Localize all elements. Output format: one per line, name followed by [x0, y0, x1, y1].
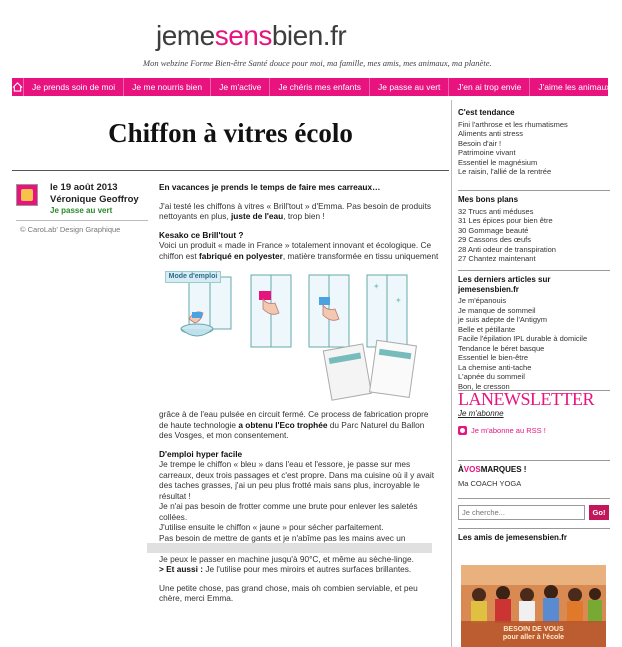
site-logo[interactable]	[156, 20, 346, 52]
derniers-articles-list	[458, 296, 610, 391]
newsletter-title: LANEWSLETTER	[458, 389, 594, 409]
tendance-title: C'est tendance	[458, 108, 515, 117]
amis-block	[458, 528, 610, 545]
logo-part-sens: sens	[214, 20, 272, 51]
tendance-list	[458, 120, 610, 177]
text-run: Voici un produit « made in France » totalement innovant et écologique. Ce chiffon est	[159, 240, 432, 261]
avos-marques-title	[458, 465, 610, 475]
site-tagline: Mon webzine Forme Bien-être Santé douce pour moi, ma famille, mes amis, mes animaux, ma planète.	[143, 58, 492, 68]
text-run: Je peux le passer en machine jusqu'à 90°C, et même au sèche-linge.	[159, 553, 414, 564]
article-paragraph	[159, 409, 439, 441]
cleaning-illustration	[159, 269, 429, 401]
nav-item-envie[interactable]: J'en ai trop envie	[448, 78, 529, 96]
tendance-item[interactable]: Aliments anti stress	[458, 129, 524, 138]
bons-plans-item[interactable]: 28 Anti odeur de transpiration	[458, 244, 556, 254]
logo-part-me: me	[176, 20, 215, 51]
search-form	[458, 505, 610, 520]
tendance-item[interactable]: Le raisin, l'allié de la rentrée	[458, 167, 552, 176]
tendance-item[interactable]: Essentiel le magnésium	[458, 157, 538, 167]
sidebar-divider	[451, 100, 452, 647]
bons-plans-block	[458, 190, 610, 264]
charity-ad-banner[interactable]	[461, 565, 606, 647]
nav-home[interactable]	[12, 78, 23, 96]
article-link[interactable]: Bon, le cresson	[458, 381, 510, 391]
article-link[interactable]: Essentiel le bien-être	[458, 353, 529, 362]
avos-marques-block	[458, 460, 610, 488]
article-category[interactable]: Je passe au vert	[50, 206, 113, 215]
bons-plans-list	[458, 207, 610, 264]
article-paragraph: Une petite chose, pas grand chose, mais oh combien serviable, et peu chère, merci Emma.	[159, 582, 418, 603]
text-emphasis: juste de l'eau	[230, 211, 284, 221]
avos-part: À	[458, 465, 464, 474]
mode-emploi-illustration	[159, 269, 429, 401]
logo-part-je: je	[156, 20, 177, 51]
amis-title: Les amis de jemesensbien.fr	[458, 533, 567, 542]
article-main	[12, 100, 449, 647]
article-link[interactable]: Belle et pétillante	[458, 324, 516, 334]
bons-plans-title: Mes bons plans	[458, 195, 519, 204]
tendance-item[interactable]: Besoin d'air !	[458, 138, 502, 148]
newsletter-block	[458, 390, 610, 436]
title-divider	[12, 170, 449, 171]
home-icon	[12, 82, 23, 92]
text-run: grâce à de l'eau pulsée en circuit fermé. Ce process de fabrication propre de haute technologie	[159, 409, 429, 430]
text-emphasis: fabriqué en polyester	[198, 250, 283, 261]
article-link[interactable]: Je m'épanouis	[458, 296, 507, 305]
bons-plans-item[interactable]: 29 Cassons des œufs	[458, 235, 531, 244]
avos-part: MARQUES !	[480, 465, 527, 474]
article-link[interactable]: Facile l'épilation IPL durable à domicile	[458, 334, 588, 343]
text-run: du Parc Naturel du Ballon des Vosges, et mon consentement.	[159, 419, 425, 440]
nav-item-nourris[interactable]: Je me nourris bien	[123, 78, 210, 96]
text-run: , trop bien !	[283, 211, 325, 221]
site-header	[0, 0, 622, 78]
text-run: Je n'ai pas besoin de frotter comme une brute pour enlever les saletés collées.	[159, 501, 418, 522]
avos-part: VOS	[463, 465, 481, 474]
section-heading: D'emploi hyper facile	[159, 448, 243, 459]
nav-item-vert[interactable]: Je passe au vert	[369, 78, 448, 96]
article-link[interactable]: je suis adepte de l'Antigym	[458, 315, 547, 324]
image-credit: © CaroLab' Design Graphique	[20, 225, 121, 234]
ad-line: BESOIN DE VOUS	[503, 626, 564, 633]
article-paragraph	[159, 230, 439, 262]
bons-plans-item[interactable]: 32 Trucs anti méduses	[458, 206, 534, 216]
text-run: Pas besoin de mettre de gants et je n'abîme pas les mains avec un	[159, 532, 406, 543]
nav-item-active[interactable]: Je m'active	[210, 78, 269, 96]
comment-bar	[147, 543, 432, 553]
svg-text:✦: ✦	[395, 296, 402, 305]
article-link[interactable]: Je manque de sommeil	[458, 305, 536, 315]
tendance-item[interactable]: Fini l'arthrose et les rhumatismes	[458, 119, 568, 129]
search-button[interactable]: Go!	[589, 505, 609, 520]
tendance-item[interactable]: Patrimoine vivant	[458, 148, 516, 157]
article-link[interactable]: La chemise anti-tache	[458, 362, 532, 372]
article-paragraph	[159, 449, 439, 575]
rss-icon	[458, 426, 467, 435]
svg-text:✦: ✦	[373, 282, 380, 291]
section-heading: Kesako ce Brill'tout ?	[159, 229, 244, 240]
text-run: Je trempe le chiffon « bleu » dans l'eau et l'essore, je passe sur mes carreaux, deux trois passages et c'est propre. Dans ma cuisine où il y avait des taches grasses, j'ai un peu plus frotté mais sans plus, incroyable le résultat !	[159, 459, 435, 501]
rss-label: Je m'abonne au RSS !	[471, 426, 546, 435]
main-nav	[12, 78, 611, 96]
text-run: J'ai testé les chiffons à vitres « Brill'tout » d'Emma. Pas besoin de produits nettoyants en plus,	[159, 200, 432, 221]
article-link[interactable]: L'apnée du sommeil	[458, 372, 525, 381]
mode-emploi-badge: Mode d'emploi	[165, 271, 221, 283]
meta-divider	[16, 220, 148, 221]
avos-marques-item[interactable]: Ma COACH YOGA	[458, 478, 522, 488]
text-emphasis: a obtenu l'Eco trophée	[238, 419, 328, 430]
newsletter-subscribe-link[interactable]: Je m'abonne	[458, 408, 504, 418]
nav-item-soin[interactable]: Je prends soin de moi	[23, 78, 123, 96]
bons-plans-item[interactable]: 27 Chantez maintenant	[458, 254, 536, 263]
text-emphasis: > Et aussi :	[159, 564, 204, 574]
bons-plans-item[interactable]: 31 Les épices pour bien être	[458, 216, 553, 225]
text-run: J'utilise ensuite le chiffon « jaune » pour sécher parfaitement.	[159, 522, 384, 532]
derniers-articles-block	[458, 270, 610, 391]
text-run: , matière transformée en tissu uniquement	[282, 250, 439, 261]
article-paragraph	[159, 201, 439, 222]
ad-line: pour aller à l'école	[502, 634, 565, 641]
text-run: Je l'utilise pour mes miroirs et autres surfaces brillantes.	[203, 564, 412, 574]
nav-item-enfants[interactable]: Je chéris mes enfants	[269, 78, 369, 96]
article-title: Chiffon à vitres écolo	[108, 118, 353, 148]
article-date: le 19 août 2013	[50, 182, 118, 193]
search-input[interactable]	[458, 505, 585, 520]
article-link[interactable]: Tendance le béret basque	[458, 343, 545, 353]
article-author[interactable]: Véronique Geoffroy	[50, 194, 139, 205]
author-avatar	[16, 184, 38, 206]
search-block	[458, 498, 610, 520]
bons-plans-item[interactable]: 30 Gommage beauté	[458, 225, 529, 235]
ad-caption	[461, 626, 606, 642]
tendance-block	[458, 108, 610, 177]
nav-item-animaux[interactable]: J'aime les animaux	[529, 78, 618, 96]
rss-subscribe[interactable]	[458, 426, 610, 436]
article-lead: En vacances je prends le temps de faire mes carreaux…	[159, 182, 381, 192]
derniers-articles-title: Les derniers articles sur jemesensbien.fr	[458, 275, 551, 294]
logo-part-bien: bien.fr	[271, 20, 347, 51]
